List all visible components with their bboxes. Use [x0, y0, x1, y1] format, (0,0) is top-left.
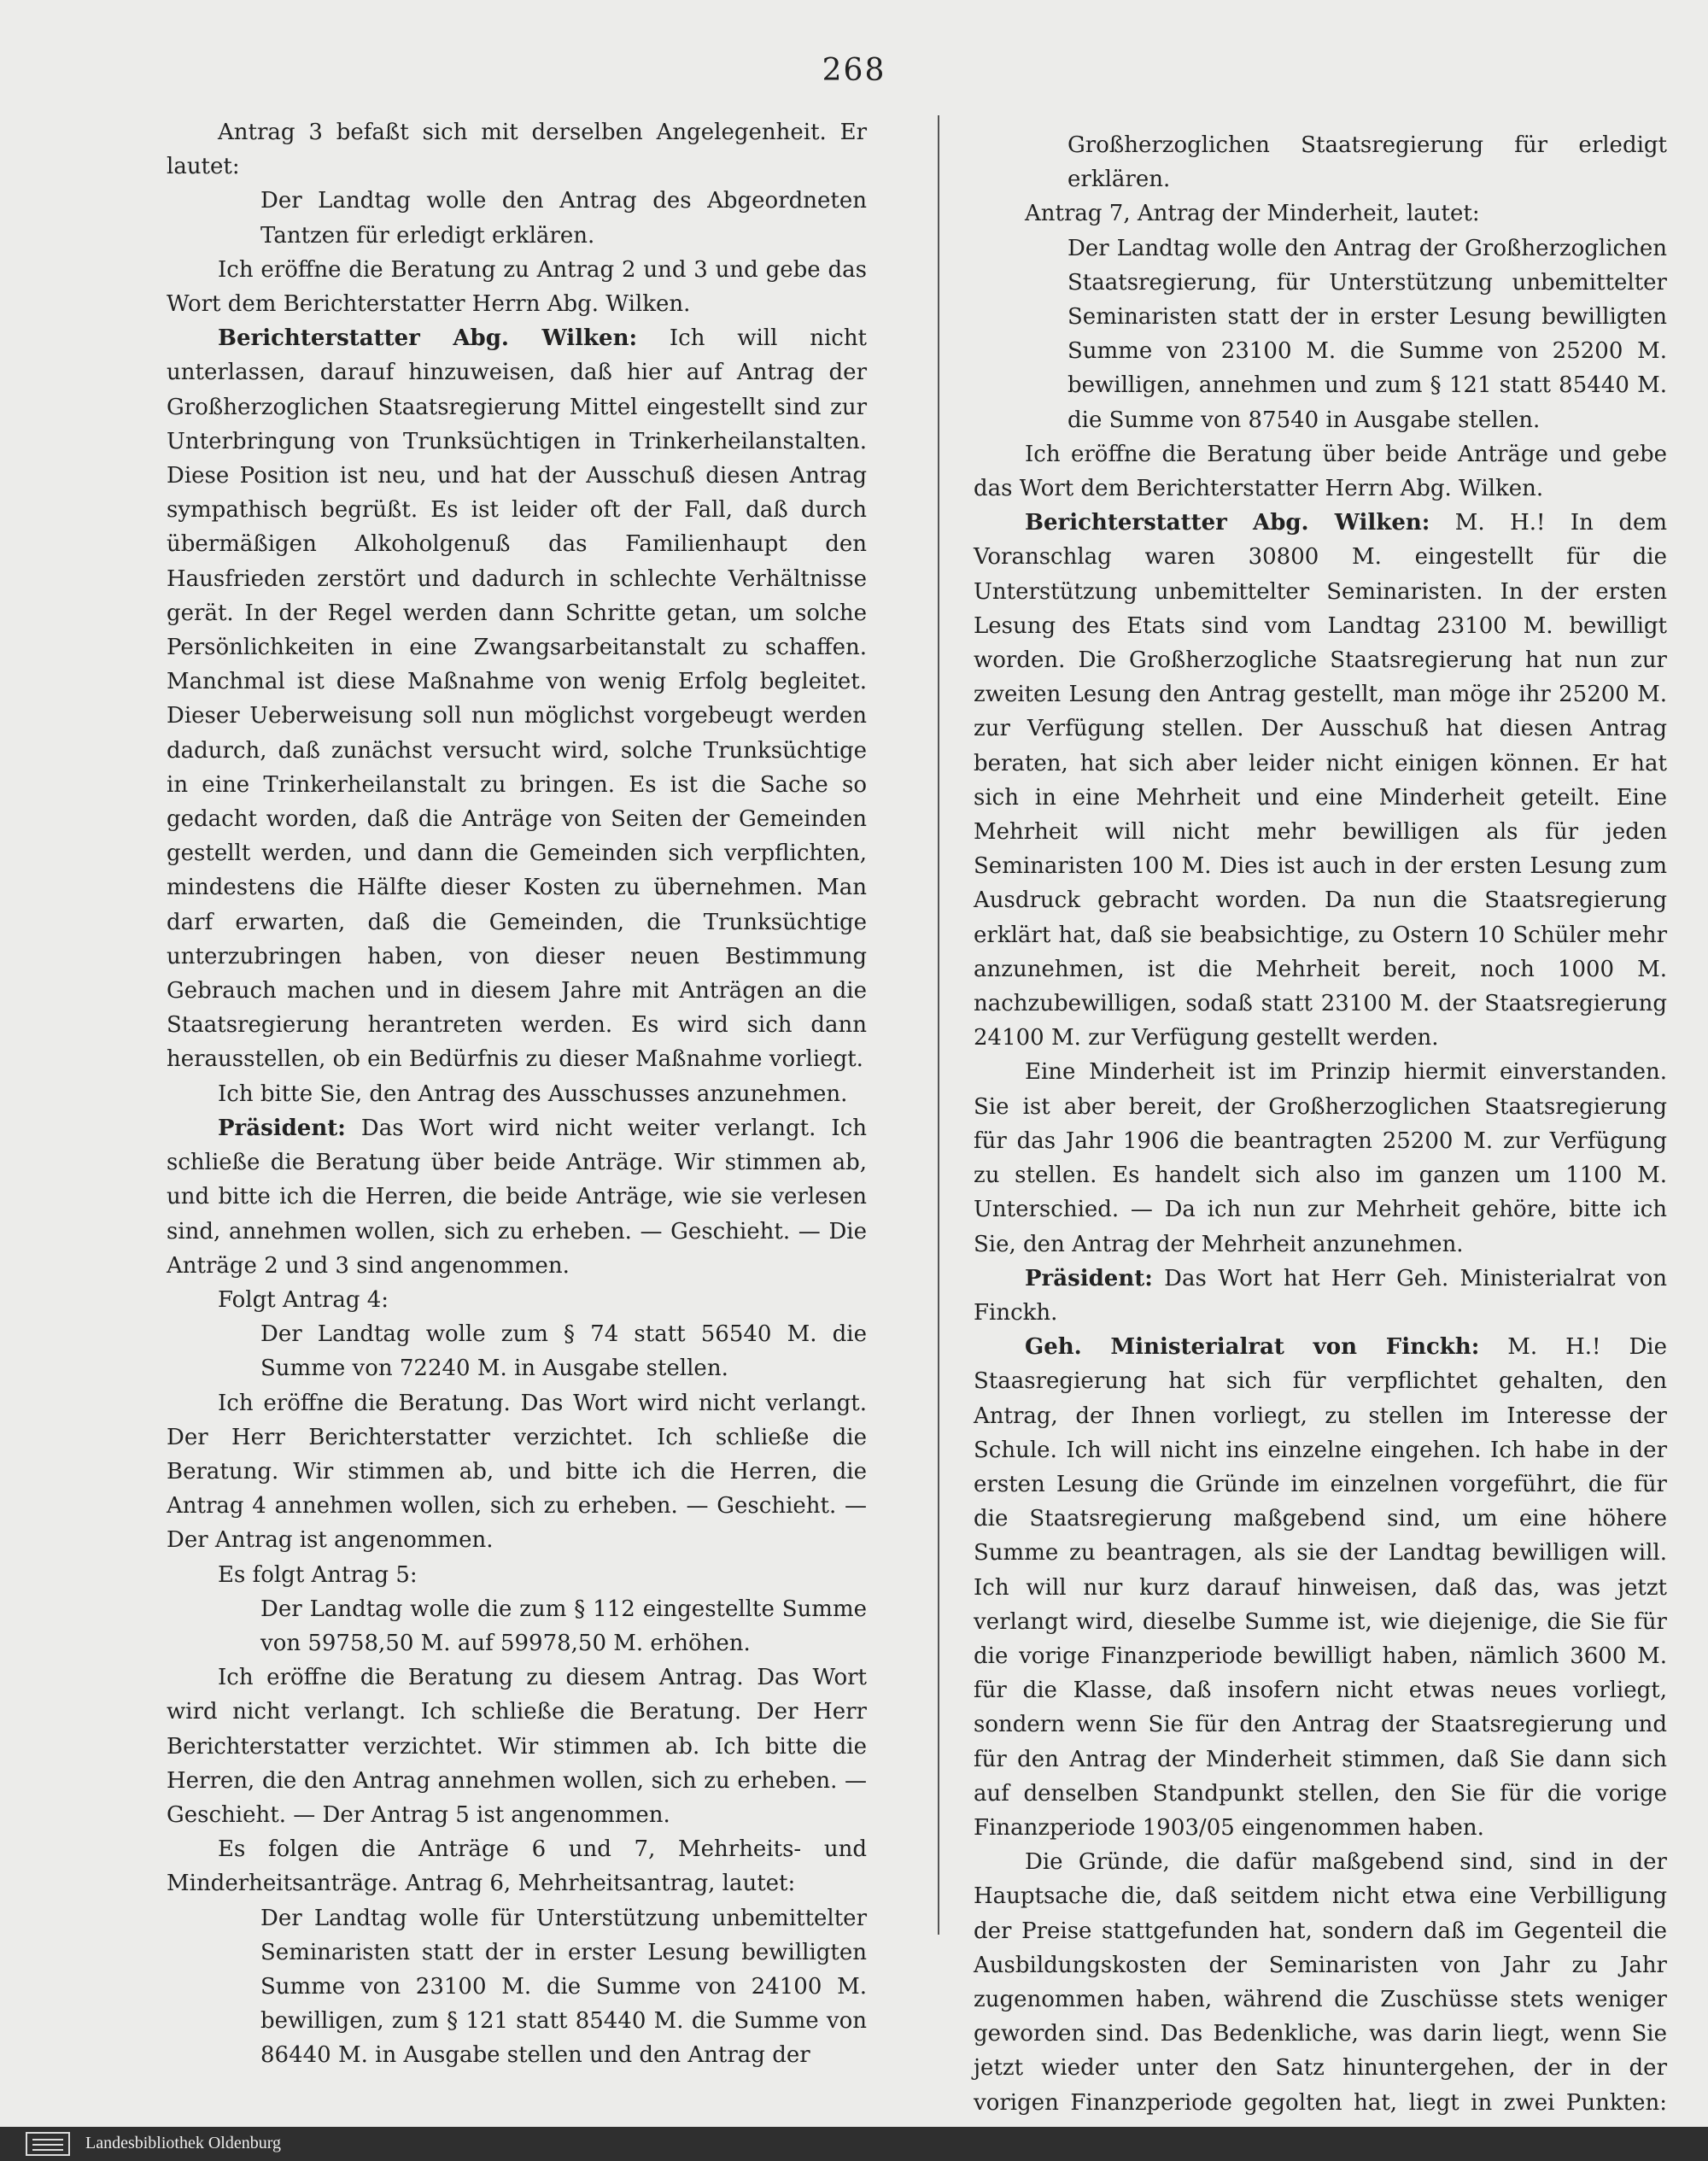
right-column: [974, 128, 1667, 2154]
paragraph: Eine Minderheit ist im Prinzip hiermit einverstanden. Sie ist aber bereit, der Großherzoglichen Staatsregierung für das Jahr 1906 die beantragten 25200 M. zur Verfügung zu stellen. Es handelt sich also im ganzen um 1100 M. Unterschied. — Da ich nun zur Mehrheit gehöre, bitte ich Sie, den Antrag der Mehrheit anzunehmen.: [974, 1059, 1667, 1257]
speech-paragraph: [974, 1262, 1667, 1330]
paragraph: Folgt Antrag 4:: [218, 1286, 389, 1313]
speaker-name: Berichterstatter Abg. Wilken:: [218, 325, 638, 352]
library-name: Landesbibliothek Oldenburg: [85, 2134, 282, 2152]
library-building-icon: [26, 2132, 70, 2156]
left-column: [167, 115, 867, 2073]
speech-text: M. H.! Die Staasregierung hat sich für verpflichtet gehalten, den Antrag, der Ihnen vorliegt, zu stellen im Interesse der Schule. Ich will nicht ins einzelne eingehen. Ich habe in der ersten Lesung die Gründe im einzelnen vorgeführt, die für die Staatsregierung maßgebend sind, um eine höhere Summe zu beantragen, als sie der Landtag bewilligen will. Ich will nur kurz darauf hinweisen, daß das, was jetzt verlangt wird, dieselbe Summe ist, wie diejenige, die Sie für die vorige Finanzperiode bewilligt haben, nämlich 3600 M. für die Klasse, daß insofern nicht etwas neues vorliegt, sondern wenn Sie für den Antrag der Staatsregierung und für den Antrag der Minderheit stimmen, daß Sie dann sich auf denselben Standpunkt stellen, den Sie für die vorige Finanzperiode 1903/05 eingenommen haben.: [974, 1334, 1667, 1841]
footer-bar: [0, 2127, 1708, 2161]
paragraph: Ich eröffne die Beratung zu diesem Antrag. Das Wort wird nicht verlangt. Ich schließe die Beratung. Der Herr Berichterstatter verzichtet. Wir stimmen ab. Ich bitte die Herren, die den Antrag annehmen wollen, sich zu erheben. — Geschieht. — Der Antrag 5 ist angenommen.: [167, 1665, 867, 1828]
motion-text: Großherzoglichen Staatsregierung für erledigt erklären.: [1068, 132, 1667, 193]
speaker-name: Präsident:: [1025, 1265, 1153, 1291]
motion-text: Der Landtag wolle für Unterstützung unbemittelter Seminaristen statt der in erster Lesung bewilligten Summe von 23100 M. die Summe von 24100 M. bewilligen, zum § 121 statt 85440 M. die Summe von 86440 M. in Ausgabe stellen und den Antrag der: [260, 1905, 867, 2069]
motion-text: Der Landtag wolle den Antrag des Abgeordneten Tantzen für erledigt erklären.: [260, 188, 867, 249]
speaker-name: Präsident:: [218, 1115, 346, 1141]
paragraph: Ich eröffne die Beratung. Das Wort wird nicht verlangt. Der Herr Berichterstatter verzichtet. Ich schließe die Beratung. Wir stimmen ab, und bitte ich die Herren, die Antrag 4 annehmen wollen, sich zu erheben. — Geschieht. — Der Antrag ist angenommen.: [167, 1390, 867, 1554]
paragraph: Ich bitte Sie, den Antrag des Ausschusses anzunehmen.: [218, 1080, 848, 1107]
speech-text: Das Wort wird nicht weiter verlangt. Ich schließe die Beratung über beide Anträge. Wir stimmen ab, und bitte ich die Herren, die beide Anträge, wie sie verlesen sind, annehmen wollen, sich zu erheben. — Geschieht. — Die Anträge 2 und 3 sind angenommen.: [167, 1115, 867, 1279]
column-divider: [938, 115, 939, 1935]
paragraph: Die Gründe, die dafür maßgebend sind, sind in der Hauptsache die, daß seitdem nicht etwa eine Verbilligung der Preise stattgefunden hat, sondern daß im Gegenteil die Ausbildungskosten der Seminaristen von Jahr zu Jahr zugenommen haben, während die Zuschüsse stets weniger geworden sind. Das Bedenkliche, was darin liegt, wenn Sie jetzt wieder unter den Satz hinuntergehen, der in der vorigen Finanzperiode gegolten hat, liegt in zwei Punkten:: [974, 1849, 1667, 2116]
page-number: 268: [822, 53, 886, 88]
paragraph: Ich eröffne die Beratung über beide Anträge und gebe das Wort dem Berichterstatter Herrn Abg. Wilken.: [974, 441, 1667, 502]
paragraph: Es folgt Antrag 5:: [218, 1561, 418, 1588]
speech-paragraph: [974, 1330, 1667, 1845]
speech-paragraph: [167, 321, 867, 1076]
paragraph: Es folgen die Anträge 6 und 7, Mehrheits- und Minderheitsanträge. Antrag 6, Mehrheitsantrag, lautet:: [167, 1836, 867, 1897]
speech-paragraph: [974, 506, 1667, 1055]
speech-text: Das Wort hat Herr Geh. Ministerialrat von Finckh.: [974, 1265, 1668, 1326]
speech-text: M. H.! In dem Voranschlag waren 30800 M. eingestellt für die Unterstützung unbemittelter Seminaristen. In der ersten Lesung des Etats sind vom Landtag 23100 M. bewilligt worden. Die Großherzogliche Staatsregierung hat nun zur zweiten Lesung den Antrag gestellt, man möge ihr 25200 M. zur Verfügung stellen. Der Ausschuß hat diesen Antrag beraten, hat sich aber leider nicht einigen können. Er hat sich in eine Mehrheit und eine Minderheit geteilt. Eine Mehrheit will nicht mehr bewilligen als für jeden Seminaristen 100 M. Dies ist auch in der ersten Lesung zum Ausdruck gebracht worden. Da nun die Staatsregierung erklärt hat, daß sie beabsichtige, zu Ostern 10 Schüler mehr anzunehmen, ist die Mehrheit bereit, noch 1000 M. nachzubewilligen, sodaß statt 23100 M. der Staatsregierung 24100 M. zur Verfügung gestellt werden.: [974, 510, 1668, 1051]
speaker-name: Geh. Ministerialrat von Finckh:: [1025, 1334, 1480, 1361]
motion-text: Der Landtag wolle zum § 74 statt 56540 M. die Summe von 72240 M. in Ausgabe stellen.: [260, 1321, 867, 1382]
paragraph: Ich eröffne die Beratung zu Antrag 2 und 3 und gebe das Wort dem Berichterstatter Herrn Abg. Wilken.: [167, 256, 867, 318]
motion-text: Der Landtag wolle den Antrag der Großherzoglichen Staatsregierung, für Unterstützung unbemittelter Seminaristen statt der in erster Lesung bewilligten Summe von 23100 M. die Summe von 25200 M. bewilligen, annehmen und zum § 121 statt 85440 M. die Summe von 87540 in Ausgabe stellen.: [1068, 235, 1667, 433]
speaker-name: Berichterstatter Abg. Wilken:: [1025, 510, 1430, 536]
motion-text: Der Landtag wolle die zum § 112 eingestellte Summe von 59758,50 M. auf 59978,50 M. erhöhen.: [260, 1596, 867, 1656]
paragraph: Antrag 7, Antrag der Minderheit, lautet:: [1025, 201, 1480, 227]
speech-paragraph: [167, 1111, 867, 1283]
speech-text: Ich will nicht unterlassen, darauf hinzuweisen, daß hier auf Antrag der Großherzoglichen Staatsregierung Mittel eingestellt sind zur Unterbringung von Trunksüchtigen in Trinkerheilanstalten. Diese Position ist neu, und hat der Ausschuß diesen Antrag sympathisch begrüßt. Es ist leider oft der Fall, daß durch übermäßigen Alkoholgenuß das Familienhaupt den Hausfrieden zerstört und dadurch in schlechte Verhältnisse gerät. In der Regel werden dann Schritte getan, um solche Persönlichkeiten in eine Zwangsarbeitanstalt zu schaffen. Manchmal ist diese Maßnahme von wenig Erfolg begleitet. Dieser Ueberweisung soll nun möglichst vorgebeugt werden dadurch, daß zunächst versucht wird, solche Trunksüchtige in eine Trinkerheilanstalt zu bringen. Es ist die Sache so gedacht worden, daß die Anträge von Seiten der Gemeinden gestellt werden, und dann die Gemeinden sich verpflichten, mindestens die Hälfte dieser Kosten zu übernehmen. Man darf erwarten, daß die Gemeinden, die Trunksüchtige unterzubringen haben, von dieser neuen Bestimmung Gebrauch machen und in diesem Jahre mit Anträgen an die Staatsregierung herantreten werden. Es wird sich dann herausstellen, ob ein Bedürfnis zu dieser Maßnahme vorliegt.: [167, 325, 868, 1073]
paragraph: Antrag 3 befaßt sich mit derselben Angelegenheit. Er lautet:: [167, 120, 867, 180]
